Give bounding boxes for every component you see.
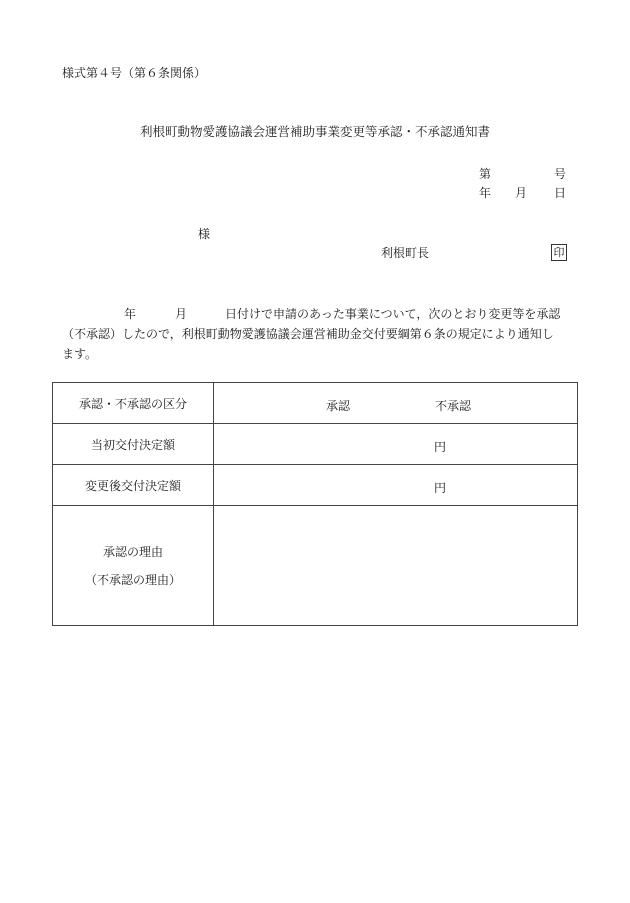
initial-amount-unit: 円 xyxy=(434,440,447,454)
revised-amount-unit: 円 xyxy=(434,481,447,495)
classification-label: 承認・不承認の区分 xyxy=(53,383,214,424)
reason-value xyxy=(214,506,578,626)
body-text-line-3: ます。 xyxy=(62,347,98,361)
approval-details-table xyxy=(52,382,578,626)
approval-option: 承認 xyxy=(326,399,351,413)
date-day: 日 xyxy=(554,186,567,200)
disapproval-option: 不承認 xyxy=(435,399,472,413)
table-row-initial-amount xyxy=(53,424,578,465)
document-title: 利根町動物愛護協議会運営補助事業変更等承認・不承認通知書 xyxy=(139,124,490,139)
form-number-label: 様式第４号（第６条関係） xyxy=(62,66,207,80)
body-date-month: 月 xyxy=(175,307,188,321)
body-text-line-2: （不承認）したので，利根町動物愛護協議会運営補助金交付要綱第６条の規定により通知し xyxy=(62,327,554,341)
reason-label-line-2: （不承認の理由） xyxy=(84,572,181,587)
classification-value xyxy=(214,383,578,424)
date-year: 年 xyxy=(479,186,492,200)
addressee-honorific: 様 xyxy=(198,227,211,241)
reason-label-line-1: 承認の理由 xyxy=(102,544,163,559)
seal-stamp: 印 xyxy=(551,244,567,261)
table-row-revised-amount xyxy=(53,465,578,506)
initial-amount-label: 当初交付決定額 xyxy=(53,424,214,465)
reason-label xyxy=(53,506,214,626)
sender-name: 利根町長 xyxy=(381,246,430,260)
body-date-year: 年 xyxy=(124,307,137,321)
body-text-line-1: 日付けで申請のあった事業について，次のとおり変更等を承認 xyxy=(225,307,561,321)
table-row-classification xyxy=(53,383,578,424)
document-number-prefix: 第 xyxy=(479,167,492,181)
table-row-reason xyxy=(53,506,578,626)
revised-amount-label: 変更後交付決定額 xyxy=(53,465,214,506)
date-month: 月 xyxy=(515,186,528,200)
revised-amount-value xyxy=(214,465,578,506)
document-number-suffix: 号 xyxy=(554,167,567,181)
initial-amount-value xyxy=(214,424,578,465)
